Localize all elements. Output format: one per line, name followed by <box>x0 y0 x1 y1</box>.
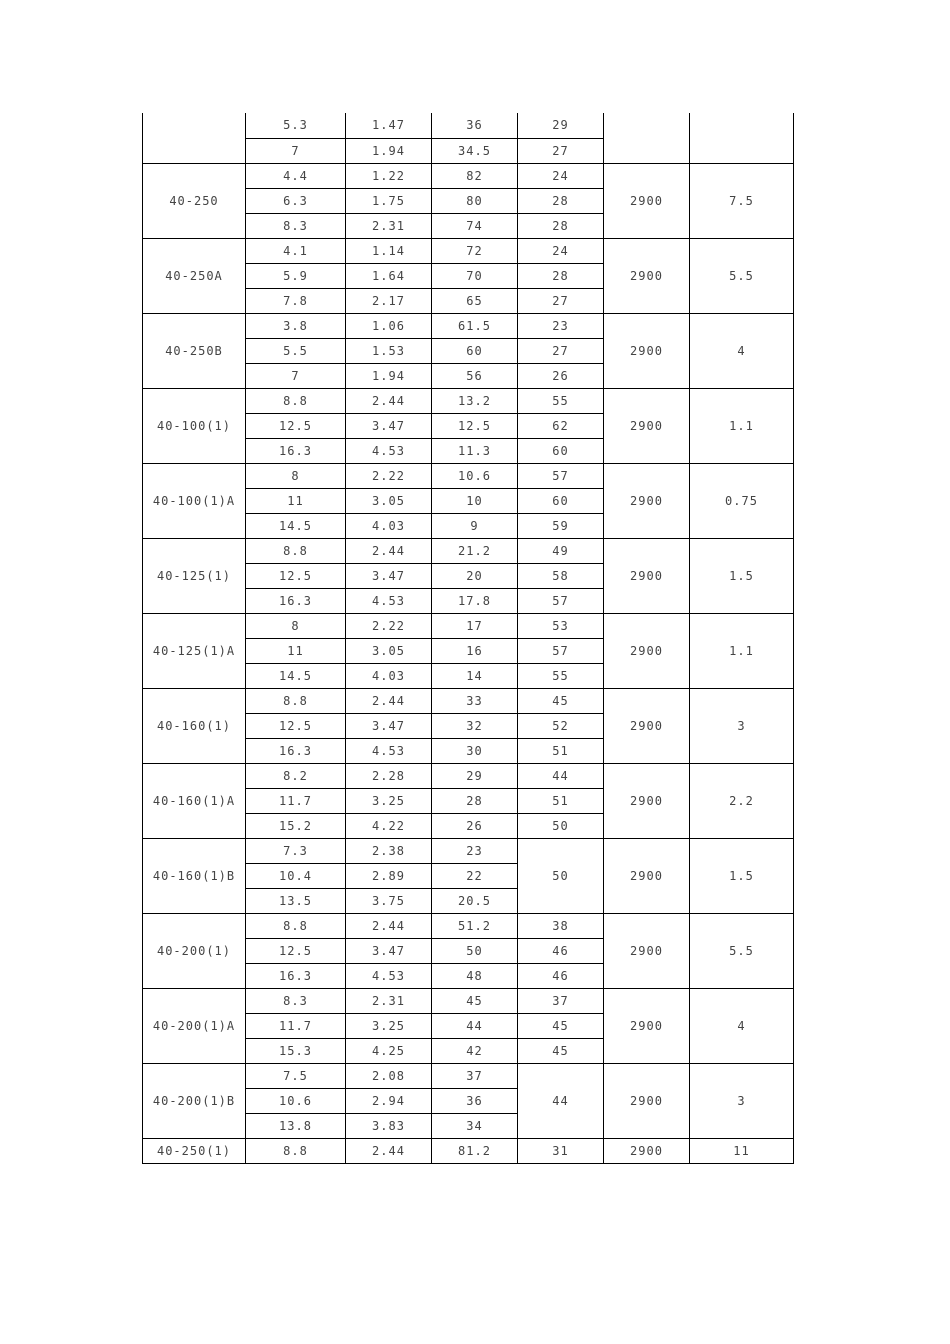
efficiency-cell: 52 <box>518 713 604 738</box>
head-cell: 34 <box>432 1113 518 1138</box>
flow-m3h-cell: 8.2 <box>246 763 346 788</box>
flow-m3h-cell: 11.7 <box>246 788 346 813</box>
model-cell: 40-250(1) <box>143 1138 246 1163</box>
flow-m3h-cell: 8.8 <box>246 1138 346 1163</box>
flow-m3h-cell: 11 <box>246 638 346 663</box>
flow-m3h-cell: 8.8 <box>246 388 346 413</box>
model-cell: 40-200(1) <box>143 913 246 988</box>
head-cell: 28 <box>432 788 518 813</box>
model-cell: 40-200(1)A <box>143 988 246 1063</box>
power-cell <box>690 113 794 163</box>
flow-m3h-cell: 8.3 <box>246 988 346 1013</box>
flow-ls-cell: 4.53 <box>346 738 432 763</box>
efficiency-cell: 50 <box>518 813 604 838</box>
flow-ls-cell: 3.05 <box>346 638 432 663</box>
flow-ls-cell: 4.25 <box>346 1038 432 1063</box>
power-cell: 2.2 <box>690 763 794 838</box>
pump-spec-table-wrapper <box>142 113 793 1164</box>
flow-ls-cell: 3.83 <box>346 1113 432 1138</box>
flow-m3h-cell: 10.6 <box>246 1088 346 1113</box>
head-cell: 61.5 <box>432 313 518 338</box>
flow-m3h-cell: 8.8 <box>246 688 346 713</box>
flow-ls-cell: 2.28 <box>346 763 432 788</box>
model-cell: 40-200(1)B <box>143 1063 246 1138</box>
speed-cell: 2900 <box>604 913 690 988</box>
flow-ls-cell: 1.47 <box>346 113 432 138</box>
flow-ls-cell: 4.03 <box>346 513 432 538</box>
flow-m3h-cell: 5.9 <box>246 263 346 288</box>
efficiency-cell: 44 <box>518 1063 604 1138</box>
table-row <box>143 988 794 1013</box>
flow-m3h-cell: 15.3 <box>246 1038 346 1063</box>
head-cell: 60 <box>432 338 518 363</box>
flow-ls-cell: 2.89 <box>346 863 432 888</box>
efficiency-cell: 53 <box>518 613 604 638</box>
head-cell: 82 <box>432 163 518 188</box>
flow-m3h-cell: 16.3 <box>246 963 346 988</box>
table-row <box>143 163 794 188</box>
efficiency-cell: 57 <box>518 588 604 613</box>
model-cell: 40-125(1)A <box>143 613 246 688</box>
model-cell: 40-250A <box>143 238 246 313</box>
efficiency-cell: 27 <box>518 138 604 163</box>
flow-ls-cell: 1.94 <box>346 138 432 163</box>
power-cell: 1.1 <box>690 613 794 688</box>
head-cell: 26 <box>432 813 518 838</box>
flow-ls-cell: 4.03 <box>346 663 432 688</box>
model-cell: 40-100(1) <box>143 388 246 463</box>
efficiency-cell: 51 <box>518 738 604 763</box>
head-cell: 22 <box>432 863 518 888</box>
head-cell: 32 <box>432 713 518 738</box>
efficiency-cell: 28 <box>518 263 604 288</box>
flow-ls-cell: 4.53 <box>346 588 432 613</box>
head-cell: 81.2 <box>432 1138 518 1163</box>
efficiency-cell: 51 <box>518 788 604 813</box>
table-row <box>143 688 794 713</box>
power-cell: 11 <box>690 1138 794 1163</box>
efficiency-cell: 28 <box>518 213 604 238</box>
flow-m3h-cell: 6.3 <box>246 188 346 213</box>
flow-m3h-cell: 8.8 <box>246 913 346 938</box>
speed-cell: 2900 <box>604 463 690 538</box>
power-cell: 3 <box>690 1063 794 1138</box>
flow-ls-cell: 2.44 <box>346 388 432 413</box>
table-row <box>143 1063 794 1088</box>
head-cell: 44 <box>432 1013 518 1038</box>
efficiency-cell: 57 <box>518 463 604 488</box>
flow-m3h-cell: 7.5 <box>246 1063 346 1088</box>
power-cell: 0.75 <box>690 463 794 538</box>
efficiency-cell: 55 <box>518 663 604 688</box>
flow-m3h-cell: 8 <box>246 613 346 638</box>
pump-spec-table <box>142 113 794 1164</box>
speed-cell: 2900 <box>604 763 690 838</box>
efficiency-cell: 31 <box>518 1138 604 1163</box>
efficiency-cell: 44 <box>518 763 604 788</box>
head-cell: 80 <box>432 188 518 213</box>
flow-ls-cell: 3.05 <box>346 488 432 513</box>
head-cell: 30 <box>432 738 518 763</box>
model-cell <box>143 113 246 163</box>
flow-m3h-cell: 11.7 <box>246 1013 346 1038</box>
efficiency-cell: 57 <box>518 638 604 663</box>
head-cell: 65 <box>432 288 518 313</box>
flow-ls-cell: 3.75 <box>346 888 432 913</box>
head-cell: 12.5 <box>432 413 518 438</box>
flow-ls-cell: 3.47 <box>346 563 432 588</box>
flow-m3h-cell: 4.4 <box>246 163 346 188</box>
flow-m3h-cell: 8 <box>246 463 346 488</box>
table-row <box>143 113 794 138</box>
head-cell: 9 <box>432 513 518 538</box>
head-cell: 20.5 <box>432 888 518 913</box>
flow-m3h-cell: 7.3 <box>246 838 346 863</box>
flow-ls-cell: 4.53 <box>346 963 432 988</box>
speed-cell: 2900 <box>604 238 690 313</box>
power-cell: 5.5 <box>690 238 794 313</box>
flow-ls-cell: 1.75 <box>346 188 432 213</box>
flow-ls-cell: 3.47 <box>346 938 432 963</box>
table-row <box>143 913 794 938</box>
efficiency-cell: 62 <box>518 413 604 438</box>
flow-ls-cell: 2.31 <box>346 988 432 1013</box>
flow-m3h-cell: 12.5 <box>246 413 346 438</box>
flow-m3h-cell: 12.5 <box>246 563 346 588</box>
efficiency-cell: 58 <box>518 563 604 588</box>
efficiency-cell: 55 <box>518 388 604 413</box>
power-cell: 1.5 <box>690 838 794 913</box>
flow-ls-cell: 2.44 <box>346 688 432 713</box>
flow-m3h-cell: 16.3 <box>246 588 346 613</box>
head-cell: 14 <box>432 663 518 688</box>
power-cell: 3 <box>690 688 794 763</box>
flow-m3h-cell: 13.8 <box>246 1113 346 1138</box>
flow-ls-cell: 4.22 <box>346 813 432 838</box>
flow-ls-cell: 1.06 <box>346 313 432 338</box>
head-cell: 36 <box>432 113 518 138</box>
flow-ls-cell: 2.22 <box>346 613 432 638</box>
table-row <box>143 313 794 338</box>
head-cell: 17.8 <box>432 588 518 613</box>
efficiency-cell: 38 <box>518 913 604 938</box>
model-cell: 40-160(1)B <box>143 838 246 913</box>
power-cell: 1.5 <box>690 538 794 613</box>
table-row <box>143 1138 794 1163</box>
flow-ls-cell: 4.53 <box>346 438 432 463</box>
flow-m3h-cell: 7.8 <box>246 288 346 313</box>
speed-cell <box>604 113 690 163</box>
flow-ls-cell: 3.47 <box>346 713 432 738</box>
efficiency-cell: 27 <box>518 288 604 313</box>
flow-m3h-cell: 5.3 <box>246 113 346 138</box>
head-cell: 23 <box>432 838 518 863</box>
flow-ls-cell: 3.25 <box>346 1013 432 1038</box>
head-cell: 36 <box>432 1088 518 1113</box>
head-cell: 50 <box>432 938 518 963</box>
flow-ls-cell: 3.47 <box>346 413 432 438</box>
head-cell: 72 <box>432 238 518 263</box>
table-row <box>143 463 794 488</box>
head-cell: 33 <box>432 688 518 713</box>
power-cell: 4 <box>690 313 794 388</box>
head-cell: 20 <box>432 563 518 588</box>
efficiency-cell: 46 <box>518 963 604 988</box>
efficiency-cell: 45 <box>518 688 604 713</box>
speed-cell: 2900 <box>604 313 690 388</box>
flow-m3h-cell: 8.8 <box>246 538 346 563</box>
head-cell: 51.2 <box>432 913 518 938</box>
flow-ls-cell: 1.14 <box>346 238 432 263</box>
flow-m3h-cell: 12.5 <box>246 713 346 738</box>
efficiency-cell: 59 <box>518 513 604 538</box>
head-cell: 11.3 <box>432 438 518 463</box>
model-cell: 40-100(1)A <box>143 463 246 538</box>
head-cell: 16 <box>432 638 518 663</box>
power-cell: 1.1 <box>690 388 794 463</box>
flow-m3h-cell: 8.3 <box>246 213 346 238</box>
table-row <box>143 238 794 263</box>
head-cell: 45 <box>432 988 518 1013</box>
efficiency-cell: 60 <box>518 438 604 463</box>
efficiency-cell: 49 <box>518 538 604 563</box>
efficiency-cell: 45 <box>518 1013 604 1038</box>
head-cell: 29 <box>432 763 518 788</box>
flow-ls-cell: 1.53 <box>346 338 432 363</box>
flow-m3h-cell: 3.8 <box>246 313 346 338</box>
head-cell: 74 <box>432 213 518 238</box>
flow-ls-cell: 1.94 <box>346 363 432 388</box>
model-cell: 40-125(1) <box>143 538 246 613</box>
flow-m3h-cell: 16.3 <box>246 438 346 463</box>
flow-m3h-cell: 16.3 <box>246 738 346 763</box>
flow-ls-cell: 1.64 <box>346 263 432 288</box>
speed-cell: 2900 <box>604 838 690 913</box>
flow-m3h-cell: 14.5 <box>246 663 346 688</box>
efficiency-cell: 50 <box>518 838 604 913</box>
flow-ls-cell: 2.44 <box>346 1138 432 1163</box>
efficiency-cell: 45 <box>518 1038 604 1063</box>
efficiency-cell: 27 <box>518 338 604 363</box>
head-cell: 48 <box>432 963 518 988</box>
speed-cell: 2900 <box>604 163 690 238</box>
efficiency-cell: 26 <box>518 363 604 388</box>
speed-cell: 2900 <box>604 388 690 463</box>
speed-cell: 2900 <box>604 613 690 688</box>
model-cell: 40-160(1) <box>143 688 246 763</box>
table-row <box>143 613 794 638</box>
model-cell: 40-250B <box>143 313 246 388</box>
table-row <box>143 838 794 863</box>
model-cell: 40-250 <box>143 163 246 238</box>
flow-m3h-cell: 13.5 <box>246 888 346 913</box>
flow-ls-cell: 2.94 <box>346 1088 432 1113</box>
head-cell: 21.2 <box>432 538 518 563</box>
power-cell: 4 <box>690 988 794 1063</box>
speed-cell: 2900 <box>604 988 690 1063</box>
flow-m3h-cell: 15.2 <box>246 813 346 838</box>
head-cell: 10.6 <box>432 463 518 488</box>
flow-m3h-cell: 11 <box>246 488 346 513</box>
efficiency-cell: 24 <box>518 238 604 263</box>
flow-ls-cell: 3.25 <box>346 788 432 813</box>
speed-cell: 2900 <box>604 1138 690 1163</box>
flow-ls-cell: 2.31 <box>346 213 432 238</box>
flow-ls-cell: 2.08 <box>346 1063 432 1088</box>
flow-m3h-cell: 4.1 <box>246 238 346 263</box>
table-row <box>143 388 794 413</box>
efficiency-cell: 37 <box>518 988 604 1013</box>
table-row <box>143 763 794 788</box>
head-cell: 37 <box>432 1063 518 1088</box>
flow-m3h-cell: 12.5 <box>246 938 346 963</box>
flow-ls-cell: 1.22 <box>346 163 432 188</box>
efficiency-cell: 60 <box>518 488 604 513</box>
head-cell: 17 <box>432 613 518 638</box>
head-cell: 13.2 <box>432 388 518 413</box>
model-cell: 40-160(1)A <box>143 763 246 838</box>
table-row <box>143 538 794 563</box>
speed-cell: 2900 <box>604 538 690 613</box>
power-cell: 7.5 <box>690 163 794 238</box>
flow-ls-cell: 2.44 <box>346 913 432 938</box>
head-cell: 42 <box>432 1038 518 1063</box>
table-body <box>143 113 794 1163</box>
efficiency-cell: 28 <box>518 188 604 213</box>
head-cell: 10 <box>432 488 518 513</box>
efficiency-cell: 24 <box>518 163 604 188</box>
flow-m3h-cell: 5.5 <box>246 338 346 363</box>
flow-ls-cell: 2.44 <box>346 538 432 563</box>
flow-m3h-cell: 10.4 <box>246 863 346 888</box>
speed-cell: 2900 <box>604 1063 690 1138</box>
flow-ls-cell: 2.22 <box>346 463 432 488</box>
speed-cell: 2900 <box>604 688 690 763</box>
flow-ls-cell: 2.38 <box>346 838 432 863</box>
head-cell: 56 <box>432 363 518 388</box>
efficiency-cell: 29 <box>518 113 604 138</box>
flow-m3h-cell: 14.5 <box>246 513 346 538</box>
head-cell: 34.5 <box>432 138 518 163</box>
flow-m3h-cell: 7 <box>246 138 346 163</box>
efficiency-cell: 23 <box>518 313 604 338</box>
head-cell: 70 <box>432 263 518 288</box>
flow-ls-cell: 2.17 <box>346 288 432 313</box>
flow-m3h-cell: 7 <box>246 363 346 388</box>
efficiency-cell: 46 <box>518 938 604 963</box>
power-cell: 5.5 <box>690 913 794 988</box>
